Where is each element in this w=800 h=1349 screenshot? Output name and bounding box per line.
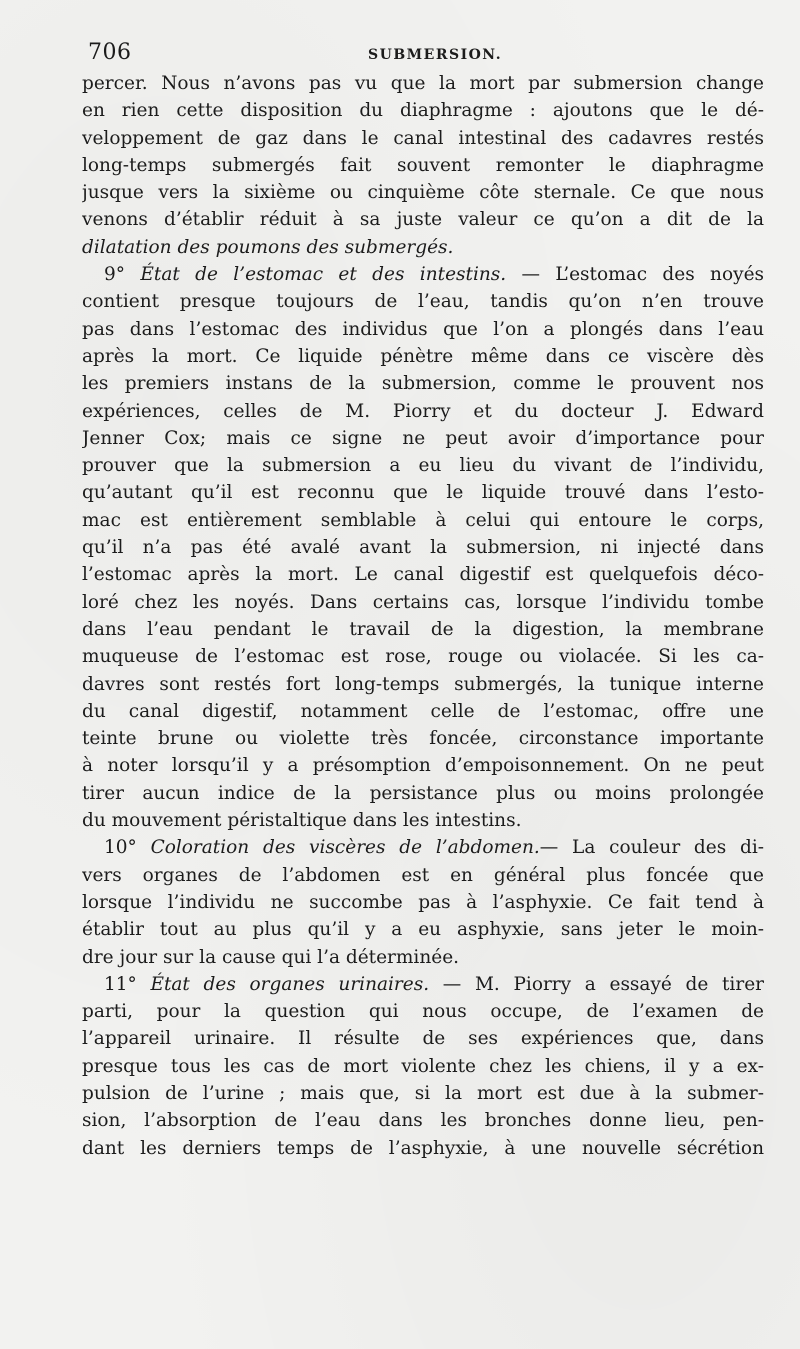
page-header (82, 36, 764, 70)
text-line (82, 971, 764, 998)
text-line (82, 507, 764, 534)
text-line (82, 780, 764, 807)
text-line (82, 1025, 764, 1052)
line-text: percer. Nous n’avons pas vu que la mort par submersion change (82, 73, 764, 94)
line-text: dans l’eau pendant le travail de la digestion, la membrane (82, 618, 764, 640)
section-number: 9° (104, 264, 141, 286)
line-text: tirer aucun indice de la persistance plus ou moins prolongée (82, 782, 764, 804)
line-text: du mouvement péristaltique dans les intestins. (82, 810, 522, 832)
text-line (82, 944, 764, 971)
text-line (82, 261, 764, 288)
line-text: l’appareil urinaire. Il résulte de ses expériences que, dans (82, 1028, 764, 1050)
line-text: jusque vers la sixième ou cinquième côte sternale. Ce que nous (82, 182, 764, 204)
line-text: en rien cette disposition du diaphragme : ajoutons que le dé- (82, 100, 764, 122)
text-line (82, 1080, 764, 1107)
text-line (82, 152, 764, 179)
text-line (82, 288, 764, 315)
line-text: qu’il n’a pas été avalé avant la submersion, ni injecté dans (82, 537, 764, 559)
text-line (82, 125, 764, 152)
italic-heading: Coloration des viscères de l’abdomen. (150, 837, 540, 859)
text-line (82, 998, 764, 1025)
text-line (82, 1107, 764, 1134)
line-text: après la mort. Ce liquide pénètre même dans ce viscère dès (82, 345, 764, 367)
line-text: vers organes de l’abdomen est en général plus foncée que (82, 864, 764, 886)
line-text: long-temps submergés fait souvent remonter le diaphragme (82, 154, 764, 176)
section-number: 10° (104, 837, 151, 859)
page-number: 706 (88, 40, 132, 65)
text-line (82, 643, 764, 670)
text-line (82, 452, 764, 479)
line-text: pas dans l’estomac des individus que l’on a plongés dans l’eau (82, 318, 764, 340)
line-text: parti, pour la question qui nous occupe, de l’examen de (82, 1001, 764, 1023)
text-line (82, 1135, 764, 1162)
line-text: — La couleur des di- (539, 837, 764, 859)
line-text: du canal digestif, notamment celle de l’estomac, offre une (82, 700, 764, 722)
text-line (82, 561, 764, 588)
line-text: pulsion de l’urine ; mais que, si la mort est due à la submer- (82, 1082, 764, 1104)
text-line (82, 862, 764, 889)
line-text: expériences, celles de M. Piorry et du docteur J. Edward (82, 400, 764, 422)
text-line (82, 671, 764, 698)
section-number: 11° (104, 973, 151, 995)
text-line (82, 316, 764, 343)
line-text: teinte brune ou violette très foncée, circonstance importante (82, 728, 764, 750)
text-line (82, 206, 764, 233)
line-text: — L’estomac des noyés (506, 264, 764, 286)
line-text: dant les derniers temps de l’asphyxie, à une nouvelle sécrétion (82, 1137, 764, 1159)
line-text: venons d’établir réduit à sa juste valeur ce qu’on a dit de la (82, 209, 764, 231)
text-line (82, 534, 764, 561)
text-line (82, 234, 764, 261)
text-line (82, 698, 764, 725)
line-text: loré chez les noyés. Dans certains cas, lorsque l’individu tombe (82, 591, 764, 613)
line-text: prouver que la submersion a eu lieu du vivant de l’individu, (82, 455, 764, 477)
line-text: dre jour sur la cause qui l’a déterminée. (82, 946, 460, 968)
text-line (82, 916, 764, 943)
text-line (82, 425, 764, 452)
line-text: les premiers instans de la submersion, comme le prouvent nos (82, 373, 764, 395)
line-text: lorsque l’individu ne succombe pas à l’asphyxie. Ce fait tend à (82, 891, 764, 913)
line-text: muqueuse de l’estomac est rose, rouge ou violacée. Si les ca- (82, 646, 764, 668)
text-line (82, 70, 764, 97)
text-line (82, 889, 764, 916)
line-text: veloppement de gaz dans le canal intestinal des cadavres restés (82, 127, 764, 149)
line-text: établir tout au plus qu’il y a eu asphyxie, sans jeter le moin- (82, 919, 764, 941)
italic-heading: dilatation des poumons des submergés. (82, 236, 454, 258)
text-line (82, 179, 764, 206)
text-line (82, 370, 764, 397)
italic-heading: État de l’estomac et des intestins. (140, 264, 507, 286)
line-text: davres sont restés fort long-temps submergés, la tunique interne (82, 673, 764, 695)
text-line (82, 834, 764, 861)
line-text: l’estomac après la mort. Le canal digestif est quelquefois déco- (82, 564, 764, 586)
text-line (82, 616, 764, 643)
line-text: contient presque toujours de l’eau, tandis qu’on n’en trouve (82, 291, 764, 313)
text-line (82, 97, 764, 124)
line-text: mac est entièrement semblable à celui qui entoure le corps, (82, 509, 764, 531)
line-text: qu’autant qu’il est reconnu que le liquide trouvé dans l’esto- (82, 482, 764, 504)
line-text: sion, l’absorption de l’eau dans les bronches donne lieu, pen- (82, 1110, 764, 1132)
line-text: presque tous les cas de mort violente chez les chiens, il y a ex- (82, 1055, 764, 1077)
text-line (82, 752, 764, 779)
line-text: à noter lorsqu’il y a présomption d’empoisonnement. On ne peut (82, 755, 764, 777)
running-head: SUBMERSION. (368, 47, 503, 63)
text-line (82, 725, 764, 752)
body-text (82, 70, 764, 1162)
text-line (82, 1053, 764, 1080)
text-line (82, 479, 764, 506)
line-text: — M. Piorry a essayé de tirer (429, 973, 764, 995)
text-line (82, 398, 764, 425)
text-line (82, 807, 764, 834)
text-line (82, 589, 764, 616)
text-line (82, 343, 764, 370)
line-text: Jenner Cox; mais ce signe ne peut avoir d’importance pour (82, 427, 764, 449)
italic-heading: État des organes urinaires. (150, 973, 430, 995)
